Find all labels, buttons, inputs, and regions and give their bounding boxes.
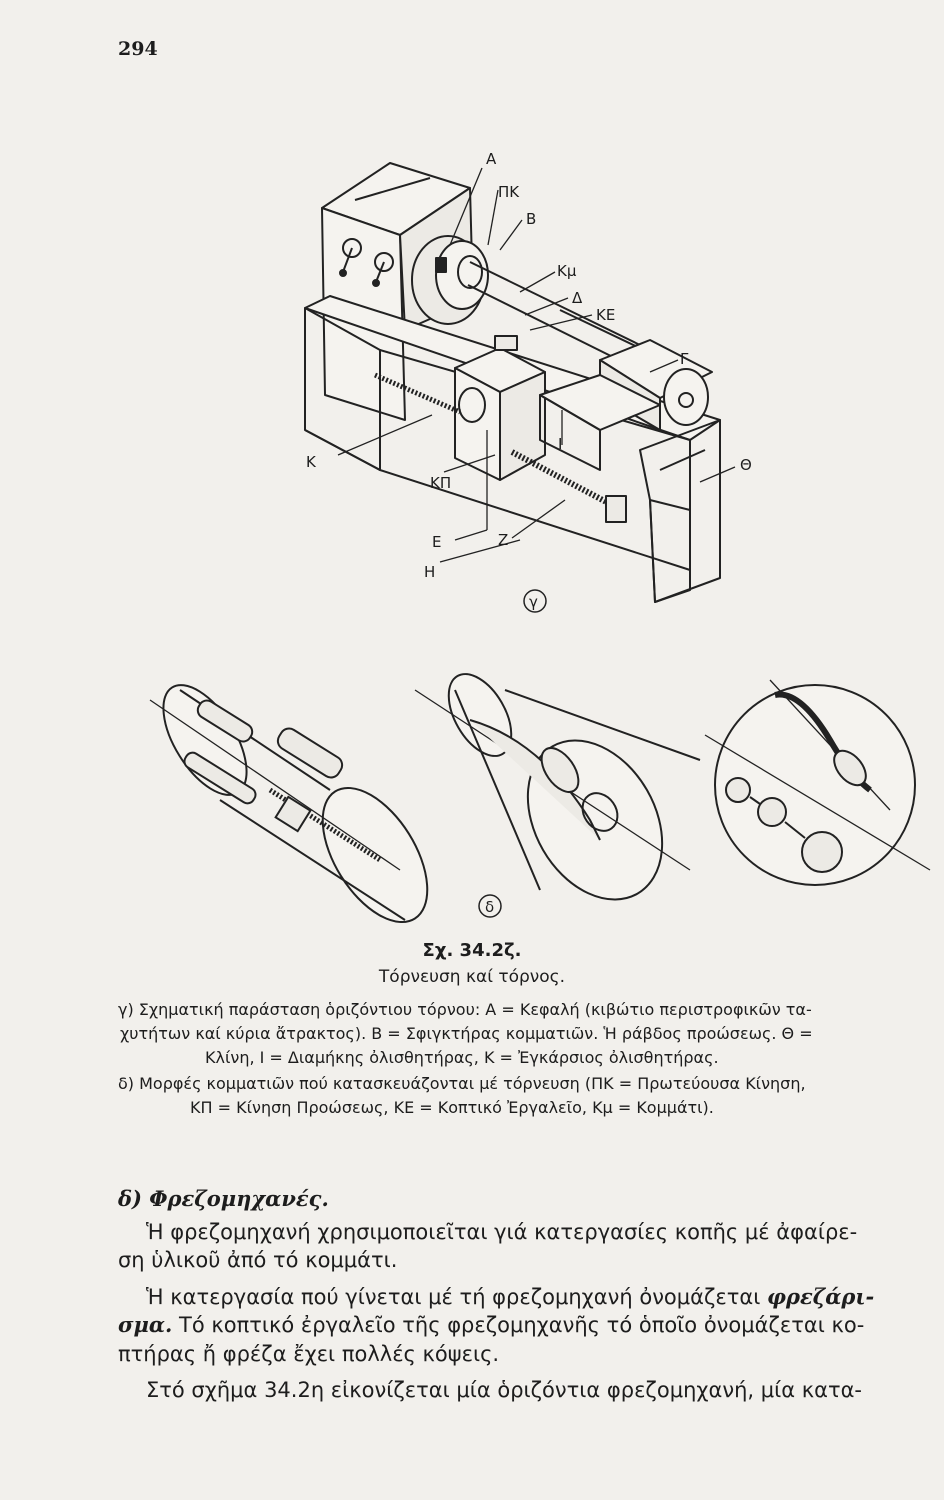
caption-line-1: γ) Σχηματική παράσταση ὁριζόντιου τόρνου: Α = Κεφαλή (κιβώτιο περιστροφικῶν τα- bbox=[118, 1000, 812, 1019]
figure-caption-subtitle: Τόρνευση καί τόρνος. bbox=[378, 967, 566, 987]
paragraph-2-line-1 bbox=[146, 1284, 874, 1309]
label-KP: ΚΠ bbox=[430, 474, 452, 492]
label-KE: ΚΕ bbox=[596, 306, 616, 324]
lathe-chuck bbox=[412, 236, 488, 324]
label-Z: Ζ bbox=[498, 531, 509, 549]
term-milling-2: σμα. bbox=[118, 1312, 173, 1337]
label-G: Γ bbox=[680, 350, 689, 368]
paragraph-1-line-1: Ἡ φρεζομηχανή χρησιμοποιεῖται γιά κατεργασίες κοπῆς μέ ἀφαίρε- bbox=[146, 1220, 858, 1244]
label-I: Ι bbox=[558, 435, 563, 453]
paragraph-2-line-2-text: Τό κοπτικό ἐργαλεῖο τῆς φρεζομηχανῆς τό ὁποῖο ὀνομάζεται κο- bbox=[179, 1313, 865, 1337]
paragraph-2-line-2 bbox=[118, 1312, 864, 1337]
label-Th: Θ bbox=[740, 456, 752, 474]
label-D: Δ bbox=[572, 289, 583, 307]
label-K: Κ bbox=[306, 453, 316, 471]
panel-gamma-label: γ bbox=[529, 593, 538, 611]
term-milling-1: φρεζάρι- bbox=[767, 1284, 875, 1309]
paragraph-2-line-3: πτήρας ἤ φρέζα ἔχει πολλές κόψεις. bbox=[118, 1342, 500, 1366]
paragraph-3-line-1: Στό σχῆμα 34.2η εἰκονίζεται μία ὁριζόντια φρεζομηχανή, μία κατα- bbox=[146, 1378, 863, 1402]
label-H: Η bbox=[424, 563, 436, 581]
caption-line-2: χυτήτων καί κύρια ἄτρακτος). Β = Σφιγκτήρας κομματιῶν. Ἡ ράβδος προώσεως. Θ = bbox=[120, 1024, 813, 1043]
paragraph-2-line-1-text: Ἡ κατεργασία πού γίνεται μέ τή φρεζομηχανή ὀνομάζεται bbox=[146, 1285, 761, 1309]
panel-gamma-marker bbox=[524, 590, 546, 612]
figure-caption-title: Σχ. 34.2ζ. bbox=[422, 940, 522, 961]
panel-delta-label: δ bbox=[485, 898, 495, 916]
label-PK: ΠΚ bbox=[498, 183, 520, 201]
label-Km: Κμ bbox=[557, 262, 577, 280]
caption-line-4: δ) Μορφές κομματιῶν πού κατασκευάζονται μέ τόρνευση (ΠΚ = Πρωτεύουσα Κίνηση, bbox=[118, 1074, 806, 1093]
section-heading: δ) Φρεζομηχανές. bbox=[118, 1186, 329, 1211]
caption-line-3: Κλίνη, Ι = Διαμήκης ὀλισθητήρας, Κ = Ἐγκάρσιος ὀλισθητήρας. bbox=[205, 1048, 719, 1067]
turned-parts-sphere bbox=[705, 680, 930, 885]
turned-parts-cone bbox=[415, 664, 700, 924]
page-number: 294 bbox=[118, 38, 158, 60]
label-E: Ε bbox=[432, 533, 442, 551]
turned-parts-cylinder bbox=[147, 672, 449, 930]
caption-line-5: ΚΠ = Κίνηση Προώσεως, ΚΕ = Κοπτικό Ἐργαλεῖο, Κμ = Κομμάτι). bbox=[190, 1098, 714, 1117]
paragraph-1-line-2: ση ὑλικοῦ ἀπό τό κομμάτι. bbox=[118, 1248, 398, 1272]
label-B: B bbox=[526, 210, 537, 228]
panel-delta-marker bbox=[479, 895, 501, 917]
label-A: A bbox=[486, 150, 497, 168]
